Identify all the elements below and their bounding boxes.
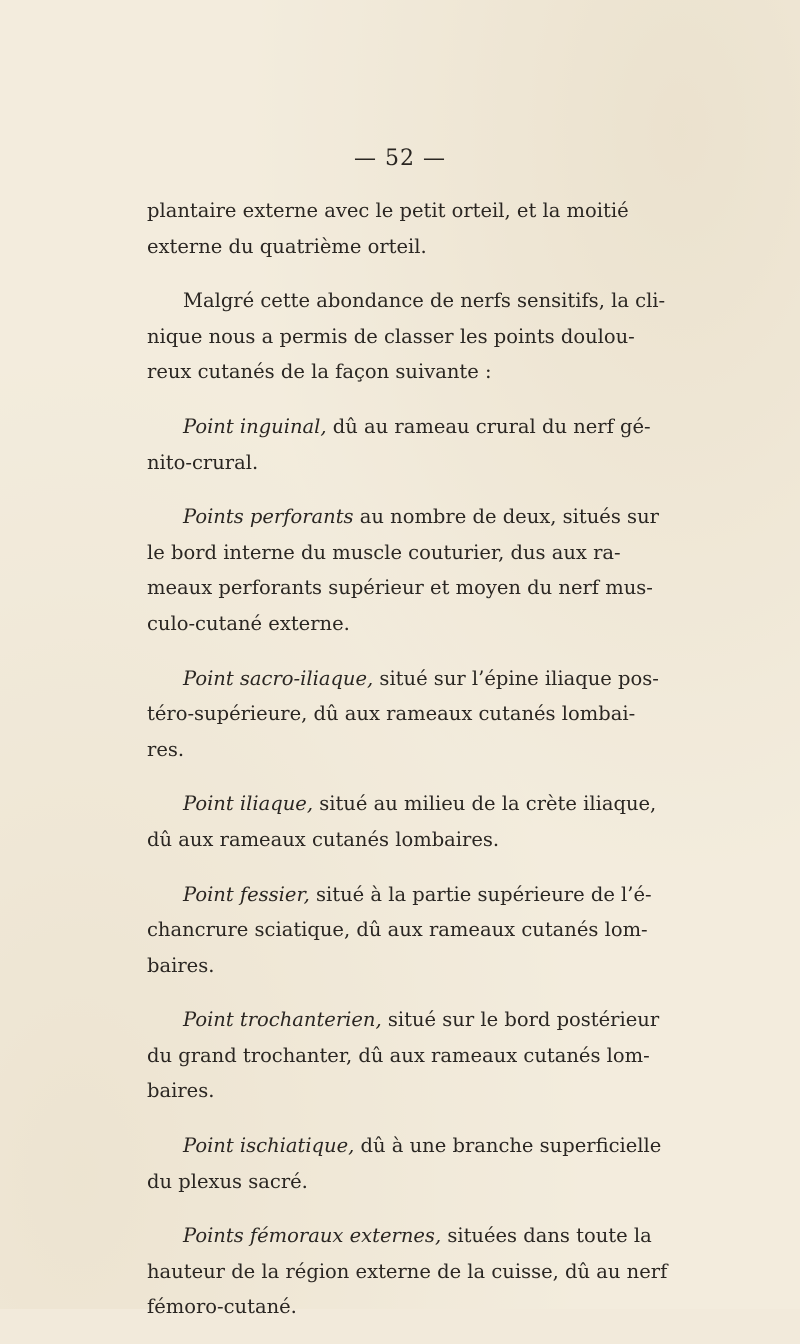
text-line <box>147 606 657 642</box>
italic-heading: Point trochanterien, <box>183 1008 382 1032</box>
line-text: situé au milieu de la crète iliaque, <box>313 792 657 816</box>
line-text: dû au rameau crural du nerf gé- <box>326 414 651 438</box>
line-text: situé à la partie supérieure de l’é- <box>309 882 652 906</box>
text-line <box>147 948 657 984</box>
line-text: plantaire externe avec le petit orteil, et la moitié <box>147 199 629 222</box>
text-line <box>147 319 657 355</box>
line-text: dû aux rameaux cutanés lombaires. <box>147 827 500 851</box>
italic-heading: Point inguinal, <box>183 414 327 438</box>
text-line <box>147 193 657 229</box>
italic-heading: Point sacro-iliaque, <box>183 666 374 690</box>
text-line <box>147 283 666 319</box>
line-text: téro-supérieure, dû aux rameaux cutanés lombai- <box>147 702 636 726</box>
line-text: fémoro-cutané. <box>147 1295 297 1319</box>
text-line <box>147 1289 657 1325</box>
text-line <box>147 1254 668 1290</box>
line-text: res. <box>147 737 185 761</box>
paragraph <box>147 193 657 264</box>
line-text: reux cutanés de la façon suivante : <box>147 360 492 384</box>
text-line <box>147 229 657 265</box>
body-text <box>147 193 668 1344</box>
line-text: nique nous a permis de classer les points doulou- <box>147 324 635 348</box>
paragraph <box>147 1218 668 1325</box>
line-text: au nombre de deux, situés sur <box>353 505 659 529</box>
line-text: situé sur l’épine iliaque pos- <box>373 666 659 690</box>
line-text: culo-cutané externe. <box>147 611 350 635</box>
text-line <box>147 661 657 697</box>
italic-heading: Points perforants <box>183 505 354 529</box>
text-line <box>147 535 657 571</box>
text-line <box>147 499 657 535</box>
line-text: situées dans toute la <box>441 1224 652 1248</box>
text-line <box>147 409 657 445</box>
text-line <box>147 877 657 913</box>
italic-heading: Point iliaque, <box>183 792 314 816</box>
line-text: le bord interne du muscle couturier, dus aux ra- <box>147 540 621 564</box>
text-line <box>147 732 657 768</box>
line-text: du plexus sacré. <box>147 1169 308 1193</box>
line-text: externe du quatrième orteil. <box>147 234 427 258</box>
line-text: nito-crural. <box>147 450 259 474</box>
text-line <box>147 354 657 390</box>
text-line <box>147 445 657 481</box>
paragraph <box>147 409 657 480</box>
paragraph <box>147 1128 662 1199</box>
paragraph <box>147 499 657 641</box>
text-line <box>147 570 657 606</box>
paragraph <box>147 1002 660 1109</box>
line-text: baires. <box>147 953 215 977</box>
page-number: — 52 — <box>354 146 446 171</box>
text-line <box>147 786 657 822</box>
text-line <box>147 1164 657 1200</box>
text-line <box>147 1218 657 1254</box>
text-line <box>147 912 657 948</box>
line-text: meaux perforants supérieur et moyen du nerf mus- <box>147 576 653 600</box>
line-text: dû à une branche superficielle <box>354 1134 662 1158</box>
italic-heading: Points fémoraux externes, <box>183 1224 442 1248</box>
paragraph <box>147 661 657 768</box>
line-text: chancrure sciatique, dû aux rameaux cutanés lom- <box>147 918 648 942</box>
line-text: Malgré cette abondance de nerfs sensitifs, la cli- <box>183 289 666 313</box>
line-text: situé sur le bord postérieur <box>381 1008 660 1032</box>
text-line <box>147 1038 657 1074</box>
paragraph <box>147 786 657 857</box>
line-text: hauteur de la région externe de la cuisse, dû au nerf <box>147 1259 668 1283</box>
line-text: baires. <box>147 1079 215 1103</box>
paragraph <box>147 283 666 390</box>
italic-heading: Point fessier, <box>183 882 310 906</box>
text-line <box>147 1002 660 1038</box>
text-line <box>147 1073 657 1109</box>
line-text: du grand trochanter, dû aux rameaux cutanés lom- <box>147 1043 650 1067</box>
text-line <box>147 822 657 858</box>
paragraph <box>147 877 657 984</box>
text-line <box>147 696 657 732</box>
italic-heading: Point ischiatique, <box>183 1134 355 1158</box>
text-line <box>147 1128 662 1164</box>
